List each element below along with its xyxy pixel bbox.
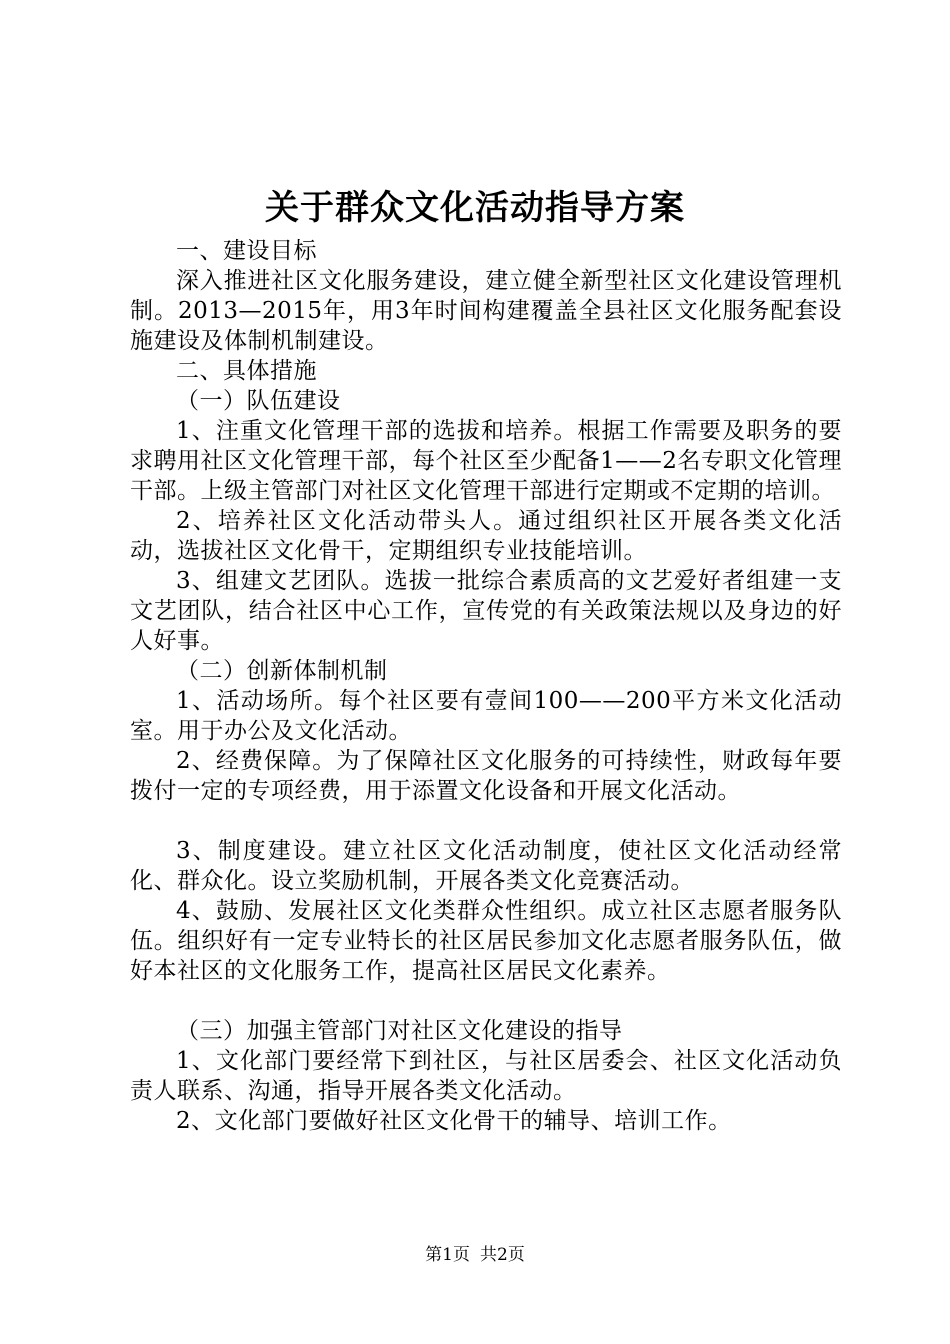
paragraph-mechanism-1: 1、活动场所。每个社区要有壹间100——200平方米文化活动室。用于办公及文化活动。 [130, 688, 842, 744]
page-number: 第1页 [425, 1245, 470, 1265]
document-body [130, 236, 842, 1136]
paragraph-team-1: 1、注重文化管理干部的选拔和培养。根据工作需要及职务的要求聘用社区文化管理干部，每个社区至少配备1——2名专职文化管理干部。上级主管部门对社区文化管理干部进行定期或不定期的培训。 [130, 418, 842, 504]
paragraph-guidance-1: 1、文化部门要经常下到社区，与社区居委会、社区文化活动负责人联系、沟通，指导开展各类文化活动。 [130, 1048, 842, 1104]
page-footer [0, 1243, 950, 1267]
paragraph-team-2: 2、培养社区文化活动带头人。通过组织社区开展各类文化活动，选拔社区文化骨干，定期组织专业技能培训。 [130, 508, 842, 564]
subsection-heading-guidance: （三）加强主管部门对社区文化建设的指导 [176, 1018, 623, 1044]
paragraph-mechanism-3: 3、制度建设。建立社区文化活动制度，使社区文化活动经常化、群众化。设立奖励机制，开展各类文化竞赛活动。 [130, 838, 842, 894]
section-heading-goal: 一、建设目标 [176, 238, 317, 264]
paragraph-goal: 深入推进社区文化服务建设，建立健全新型社区文化建设管理机制。2013—2015年，用3年时间构建覆盖全县社区文化服务配套设施建设及体制机制建设。 [130, 268, 842, 354]
paragraph-guidance-2: 2、文化部门要做好社区文化骨干的辅导、培训工作。 [176, 1108, 732, 1134]
page-total: 共2页 [480, 1245, 525, 1265]
section-heading-measures: 二、具体措施 [176, 358, 317, 384]
paragraph-mechanism-4: 4、鼓励、发展社区文化类群众性组织。成立社区志愿者服务队伍。组织好有一定专业特长的社区居民参加文化志愿者服务队伍，做好本社区的文化服务工作，提高社区居民文化素养。 [130, 898, 842, 984]
subsection-heading-team: （一）队伍建设 [176, 388, 341, 414]
document-title: 关于群众文化活动指导方案 [265, 188, 685, 228]
subsection-heading-mechanism: （二）创新体制机制 [176, 658, 388, 684]
paragraph-mechanism-2: 2、经费保障。为了保障社区文化服务的可持续性，财政每年要拨付一定的专项经费，用于添置文化设备和开展文化活动。 [130, 748, 842, 804]
paragraph-team-3: 3、组建文艺团队。选拔一批综合素质高的文艺爱好者组建一支文艺团队，结合社区中心工作，宣传党的有关政策法规以及身边的好人好事。 [130, 568, 842, 654]
